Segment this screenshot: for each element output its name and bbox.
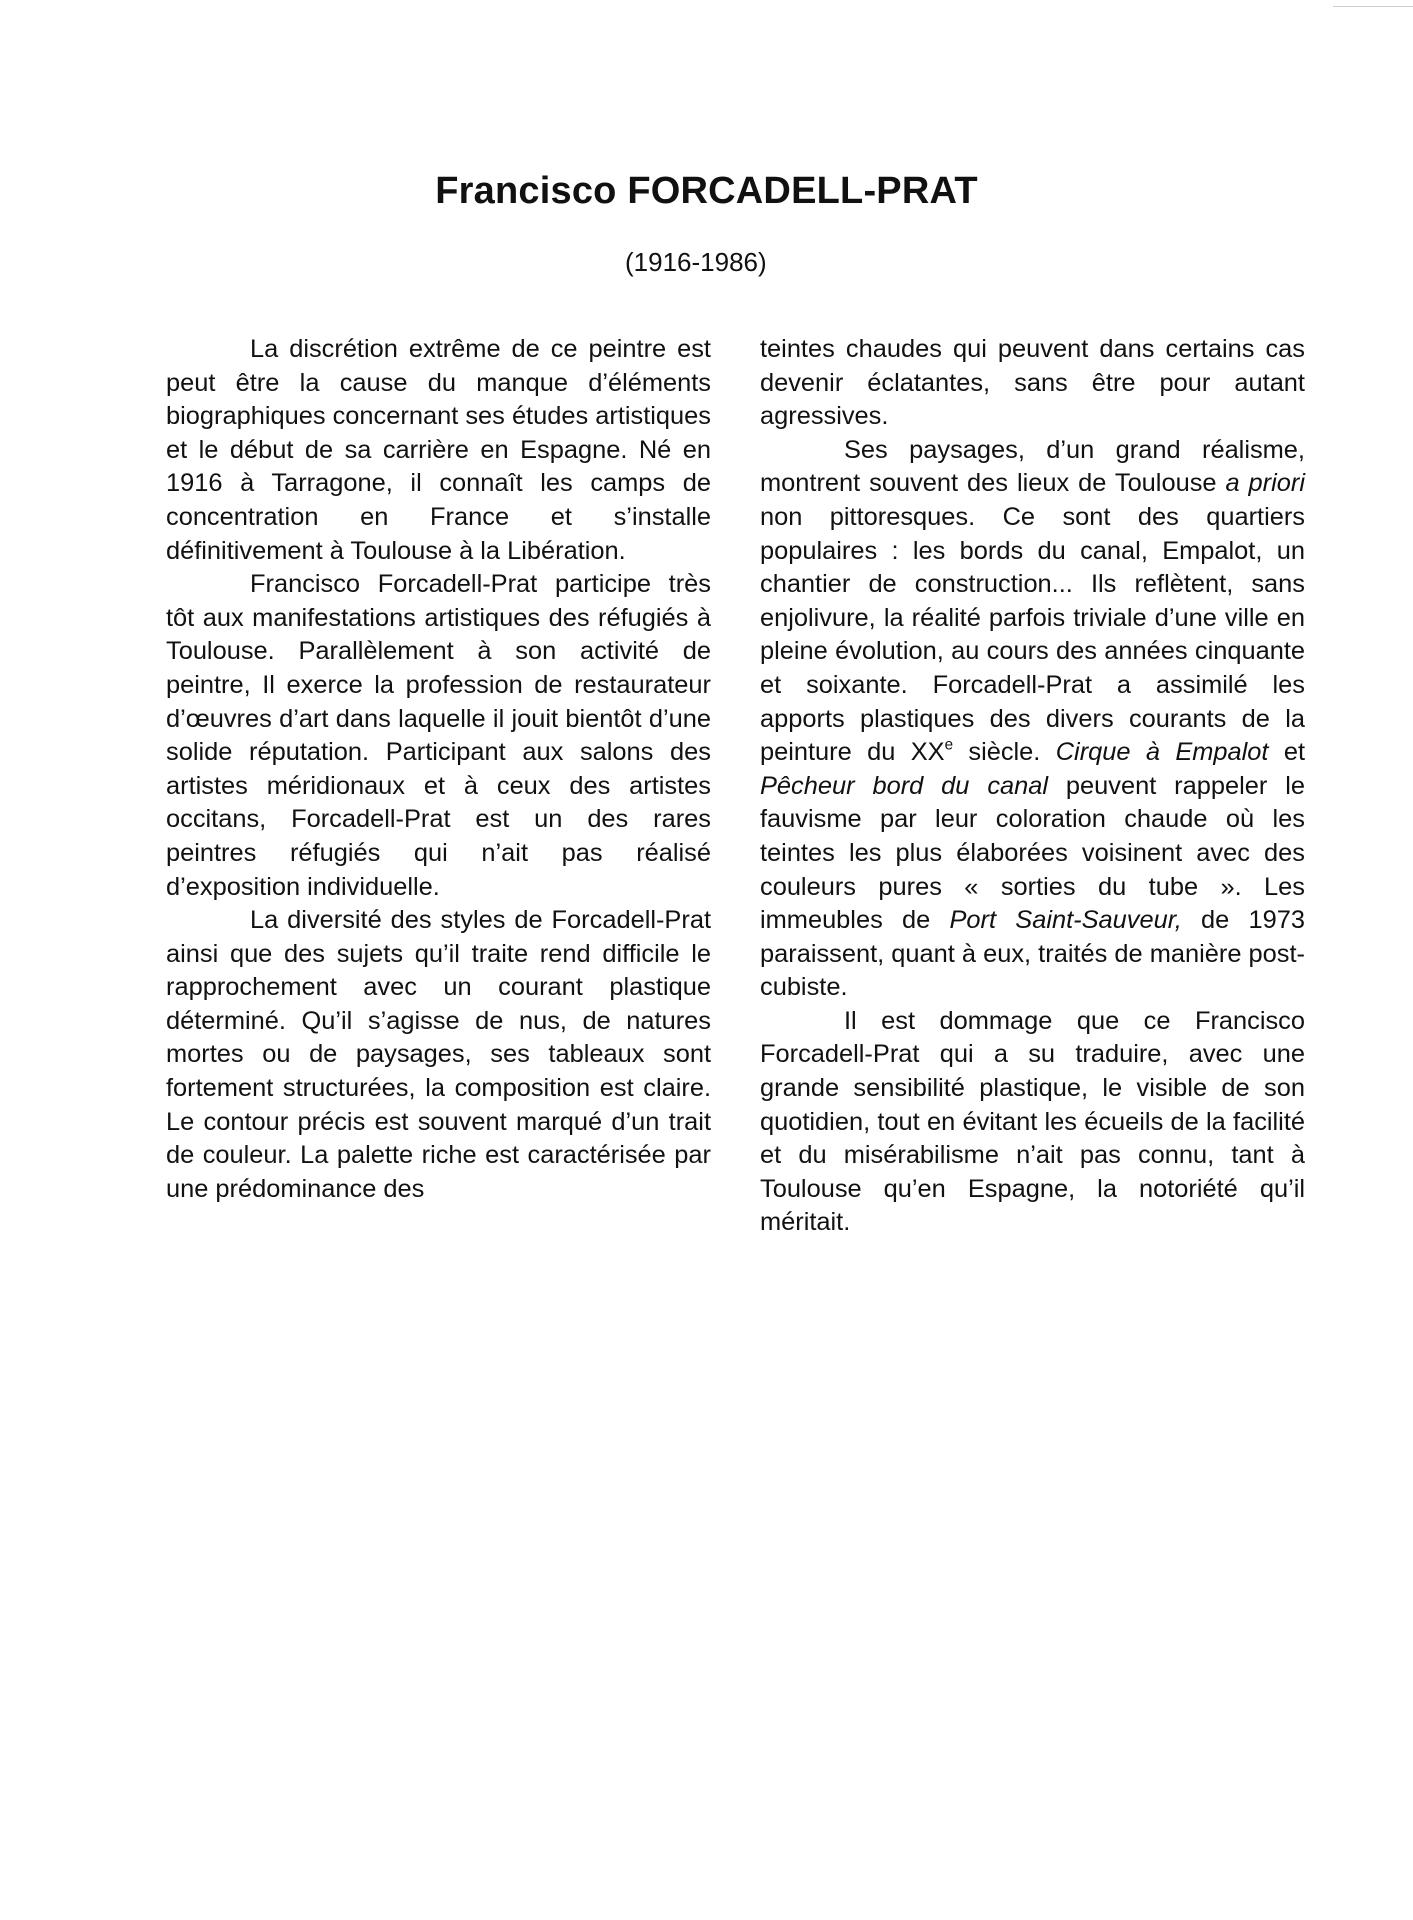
right-column bbox=[760, 333, 1305, 1240]
landscapes-text-1: Ses paysages, d’un grand réalisme, montrent souvent des lieux de Toulouse bbox=[760, 435, 1305, 498]
paragraph-career: Francisco Forcadell-Prat participe très tôt aux manifestations artistiques des réfugiés à Toulouse. Parallèlement à son activité de peintre, Il exerce la profession de restaurateur d’œuvres d’art dans laquelle il jouit bientôt d’une solide réputation. Participant aux salons des artistes méridionaux et à ceux des artistes occitans, Forcadell-Prat est un des rares peintres réfugiés qui n’ait pas réalisé d’exposition individuelle. bbox=[166, 570, 711, 901]
work-title-pecheur: Pêcheur bord du canal bbox=[760, 771, 1049, 800]
life-dates: (1916-1986) bbox=[625, 247, 767, 277]
landscapes-text-4: et bbox=[1268, 738, 1306, 767]
paragraph-biography: La discrétion extrême de ce peintre est peut être la cause du manque d’éléments biographiques concernant ses études artistiques et le début de sa carrière en Espagne. Né en 1916 à Tarragone, il connaît les camps de concentration en France et s’installe définitivement à Toulouse à la Libération. bbox=[166, 335, 711, 565]
work-title-port-saint-sauveur: Port Saint-Sauveur, bbox=[949, 906, 1182, 935]
italic-a-priori: a priori bbox=[1225, 469, 1305, 498]
paragraph-styles: La diversité des styles de Forcadell-Prat ainsi que des sujets qu’il traite rend difficile le rapprochement avec un courant plastique déterminé. Qu’il s’agisse de nus, de natures mortes ou de paysages, ses tableaux sont fortement structurées, la composition est claire. Le contour précis est souvent marqué d’un trait de couleur. La palette riche est caractérisée par une prédominance des bbox=[166, 906, 711, 1203]
page-title: Francisco FORCADELL-PRAT bbox=[435, 170, 978, 212]
paragraph-conclusion: Il est dommage que ce Francisco Forcadell-Prat qui a su traduire, avec une grande sensibilité plastique, le visible de son quotidien, tout en évitant les écueils de la facilité et du misérabilisme n’ait pas connu, tant à Toulouse qu’en Espagne, la notoriété qu’il méritait. bbox=[760, 1006, 1305, 1237]
paragraph-palette-continued: teintes chaudes qui peuvent dans certains cas devenir éclatantes, sans être pour autant agressives. bbox=[760, 335, 1305, 431]
landscapes-text-6: de 1973 paraissent, quant à eux, traités de manière post-cubiste. bbox=[760, 906, 1305, 1002]
landscapes-text-5: peuvent rappeler le fauvisme par leur coloration chaude où les teintes les plus élaborées voisinent avec des couleurs pures « sorties du tube ». Les immeubles de bbox=[760, 771, 1305, 935]
paragraph-landscapes bbox=[760, 434, 1305, 1005]
left-column bbox=[166, 333, 711, 1206]
work-title-cirque: Cirque à Empalot bbox=[1055, 738, 1269, 767]
landscapes-text-2: non pittoresques. Ce sont des quartiers populaires : les bords du canal, Empalot, un chantier de construction... Ils reflètent, sans enjolivure, la réalité parfois triviale d’une ville en pleine évolution, au cours des années cinquante et soixante. Forcadell-Prat a assimilé les apports plastiques des divers courants de la peinture du XX bbox=[760, 502, 1305, 767]
scan-edge-line bbox=[1333, 6, 1413, 7]
century-superscript: e bbox=[944, 736, 954, 754]
landscapes-text-3: siècle. bbox=[953, 738, 1056, 767]
